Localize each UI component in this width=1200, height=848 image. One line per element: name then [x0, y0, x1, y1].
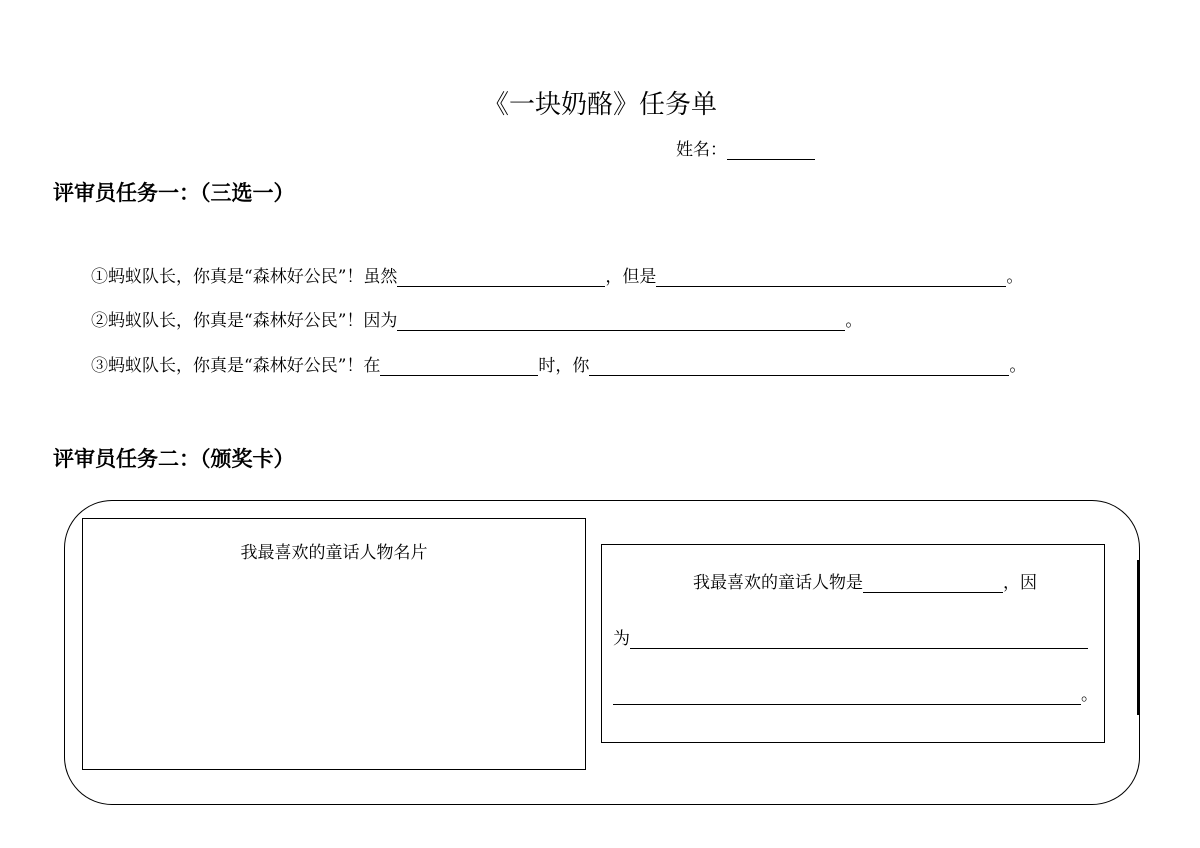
opt1-blank-2[interactable] — [656, 266, 1006, 287]
card-right-blank-1[interactable] — [863, 572, 1003, 593]
card-right-blank-3[interactable] — [613, 684, 1081, 705]
opt1-text-b: ，但是 — [605, 267, 657, 287]
opt3-blank-2[interactable] — [589, 355, 1009, 376]
award-card-edge — [1137, 560, 1140, 715]
task1-option-2 — [91, 306, 862, 331]
card-right-text-2a: 为 — [613, 629, 630, 649]
page-title: 《一块奶酪》任务单 — [482, 90, 717, 120]
opt2-text-a: ②蚂蚁队长，你真是“森林好公民”！因为 — [91, 311, 398, 331]
card-right-line-1 — [693, 568, 1037, 593]
task1-heading: 评审员任务一：（三选一） — [53, 181, 295, 205]
task1-option-3 — [91, 351, 1026, 376]
card-right-text-3c: 。 — [1081, 685, 1098, 705]
opt1-blank-1[interactable] — [397, 266, 605, 287]
opt1-text-a: ①蚂蚁队长，你真是“森林好公民”！虽然 — [91, 267, 398, 287]
character-card-title: 我最喜欢的童话人物名片 — [240, 543, 428, 563]
card-right-blank-2[interactable] — [630, 628, 1088, 649]
opt2-blank-1[interactable] — [397, 310, 845, 331]
opt3-text-c: 。 — [1009, 356, 1027, 376]
opt2-text-c: 。 — [845, 311, 863, 331]
opt3-text-a: ③蚂蚁队长，你真是“森林好公民”！在 — [91, 356, 381, 376]
name-row — [676, 135, 815, 160]
card-right-text-1a: 我最喜欢的童话人物是 — [693, 573, 863, 593]
task1-option-1 — [91, 262, 1023, 287]
task2-heading: 评审员任务二：（颁奖卡） — [53, 447, 295, 471]
opt3-blank-1[interactable] — [380, 355, 538, 376]
card-right-line-2 — [613, 624, 1088, 649]
opt1-text-c: 。 — [1006, 267, 1024, 287]
name-blank[interactable] — [727, 139, 815, 160]
opt3-text-b: 时，你 — [538, 356, 590, 376]
name-label: 姓名： — [676, 140, 727, 160]
card-right-text-1b: ，因 — [1003, 573, 1037, 593]
card-right-line-3 — [613, 680, 1098, 705]
